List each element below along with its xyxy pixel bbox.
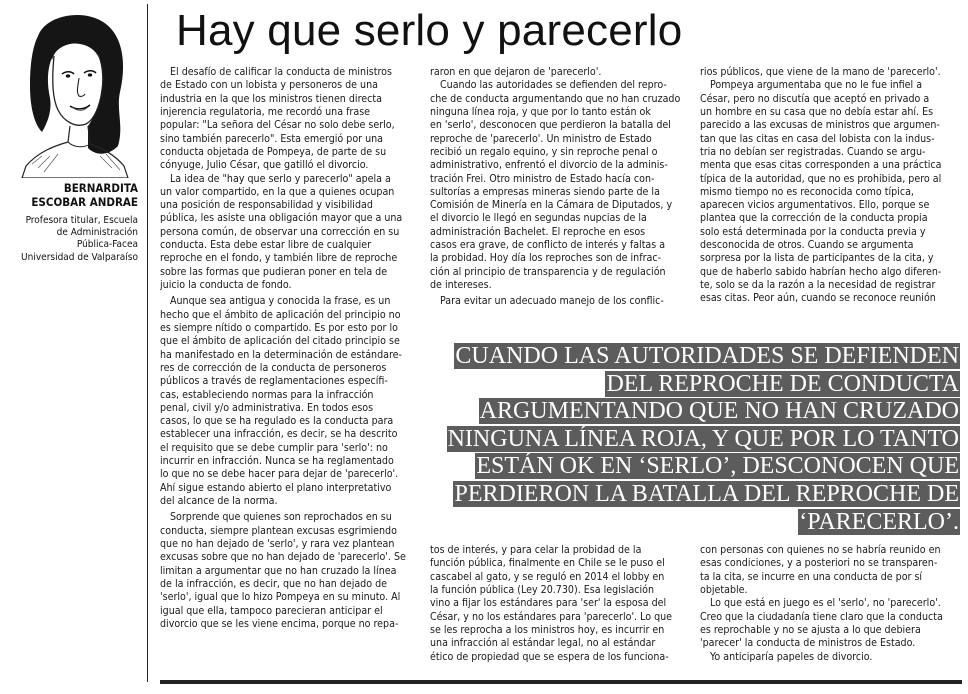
- text-line: sobre las formas que pudieran poner en tela de: [160, 265, 388, 278]
- author-name-line: BERNARDITA: [63, 181, 138, 195]
- text-line: tan que las citas en casa del lobista con la indus-: [700, 132, 935, 145]
- text-line: La idea de "hay que serlo y parecerlo" apela a: [170, 172, 391, 185]
- paragraph: [700, 597, 962, 650]
- text-line: excusas sobre que no han dejado de 'parecerlo'. Se: [160, 551, 406, 564]
- text-line: igual que ella, tampoco parecieran anticipar el: [160, 604, 383, 617]
- text-line: conducta objetada de Pompeya, de parte de su: [160, 145, 387, 158]
- text-line: Creo que la ciudadanía tiene claro que la conducta: [700, 610, 943, 623]
- author-portrait: [8, 6, 140, 178]
- text-line: tos de interés, y para celar la probidad de la: [430, 544, 642, 556]
- paragraph: [700, 544, 962, 597]
- text-line: solo está determinada por la conducta previa y: [700, 225, 926, 238]
- text-line: Ahí sigue estando abierto el plano interpretativo: [160, 481, 392, 494]
- pull-quote-text: NINGUNA LÍNEA ROJA, Y QUE POR LO TANTO: [447, 425, 959, 452]
- pull-quote-text: ARGUMENTANDO QUE NO HAN CRUZADO: [479, 398, 959, 425]
- pull-quote-text: ‘PARECERLO’.: [799, 508, 959, 535]
- text-line: cónyuge, Julio César, que gatilló el divorcio.: [160, 159, 369, 172]
- pull-quote-line: [430, 481, 960, 509]
- text-line: que de haberlo sabido habrían hecho algo diferen-: [700, 265, 942, 278]
- text-line: pública, les asiste una obligación mayor que a una: [160, 212, 403, 225]
- paragraph: [160, 173, 422, 293]
- text-line: popular: "La señora del César no solo debe serlo,: [160, 119, 395, 132]
- text-line: che de conducta argumentando que no han cruzado: [430, 92, 681, 105]
- body-column-3-top: [700, 66, 962, 306]
- text-line: la probidad. Hoy día los reproches son de infrac-: [430, 252, 662, 265]
- text-line: Aunque sea antigua y conocida la frase, es un: [170, 295, 391, 308]
- paragraph: [160, 66, 422, 173]
- author-role-line: Profesora titular, Escuela: [25, 215, 138, 226]
- pull-quote-text: ESTÁN OK EN ‘SERLO’, DESCONOCEN QUE: [476, 453, 959, 480]
- pull-quote-line: [430, 426, 960, 454]
- body-column-3-bottom: [700, 544, 962, 664]
- text-line: menta que esas citas corresponden a una práctica: [700, 159, 942, 172]
- text-line: desconocida de otros. Cuando se argumenta: [700, 239, 914, 252]
- pull-quote-text: CUANDO LAS AUTORIDADES SE DEFIENDEN: [455, 343, 959, 369]
- text-line: El desafío de calificar la conducta de ministros: [170, 66, 392, 78]
- paragraph: [430, 544, 692, 664]
- text-line: de la infracción, es decir, que no han dejado de: [160, 577, 388, 590]
- text-line: se les reprocha a los ministros hoy, es incurrir en: [430, 623, 665, 636]
- text-line: Cuando las autoridades se defienden del repro-: [440, 79, 667, 92]
- text-line: ninguna línea roja, y que por lo tanto están ok: [430, 105, 651, 118]
- text-line: casos era grave, de conflicto de interés y faltas a: [430, 239, 666, 252]
- bottom-rule: [160, 680, 962, 684]
- text-line: conducta. Esta debe estar libre de cualquier: [160, 239, 372, 252]
- pull-quote-text: DEL REPROCHE DE CONDUCTA: [606, 370, 959, 397]
- text-line: persona común, de observar una corrección en su: [160, 225, 400, 238]
- text-line: res de corrección de la conducta de personeros: [160, 361, 387, 374]
- pull-quote-line: [430, 509, 960, 537]
- pull-quote-line: [430, 453, 960, 481]
- text-line: te, solo se da la razón a la necesidad de registrar: [700, 279, 936, 291]
- text-line: casos, lo que se ha regulado es la conducta para: [160, 415, 394, 428]
- paragraph: [160, 511, 422, 631]
- text-line: cas, estableciendo normas para la infracción: [160, 388, 374, 401]
- text-line: de Estado con un lobista y personeros de una: [160, 79, 378, 92]
- text-line: que no han dejado de 'serlo', y rara vez plantean: [160, 537, 395, 550]
- text-line: limitan a argumentar que no han cruzado la línea: [160, 564, 397, 577]
- text-line: incurrir en infracción. Nunca se ha reglamentado: [160, 455, 394, 468]
- text-line: tración Frei. Otro ministro de Estado hacía con-: [430, 172, 655, 185]
- text-line: que el ámbito de aplicación del citado principio se: [160, 335, 400, 348]
- text-line: administración Bachelet. El reproche en esos: [430, 225, 646, 238]
- text-line: establecer una infracción, es decir, se ha descrito: [160, 428, 398, 441]
- text-line: ético de propiedad que se espera de los funciona-: [430, 650, 669, 663]
- text-line: esas condiciones, y a posteriori no se transparen-: [700, 557, 938, 570]
- author-role-line: Pública-Facea: [76, 239, 138, 251]
- text-line: aparecen vicios argumentativos. Ello, porque se: [700, 199, 930, 212]
- text-line: César, pero no discutía que aceptó en privado a: [700, 92, 930, 105]
- text-line: públicos a través de reglamentaciones específi-: [160, 375, 388, 388]
- text-line: rios públicos, que viene de la mano de 'parecerlo'.: [700, 66, 941, 78]
- text-line: un valor compartido, en la que a quienes ocupan: [160, 185, 395, 198]
- body-column-1: [160, 66, 422, 631]
- text-line: tria no debían ser registradas. Cuando se argu-: [700, 145, 926, 158]
- body-column-2-bottom: [430, 544, 692, 664]
- text-line: 'parecer' la conducta de ministros de Estado.: [700, 637, 916, 650]
- body-column-2-top: [430, 66, 692, 309]
- text-line: ha manifestado en la determinación de estándare-: [160, 348, 402, 361]
- text-line: función pública, finalmente en Chile se le puso el: [430, 557, 665, 570]
- text-line: con personas con quienes no se habría reunido en: [700, 544, 941, 556]
- author-name: [6, 181, 138, 209]
- text-line: 'serlo', igual que lo hizo Pompeya en su minuto. Al: [160, 591, 401, 604]
- text-line: hecho que el ámbito de aplicación del principio no: [160, 308, 401, 321]
- text-line: juicio la conducta de fondo.: [160, 279, 292, 291]
- text-line: sultorías a empresas mineras siendo parte de la: [430, 185, 660, 198]
- text-line: la función pública (Ley 20.730). Esa legislación: [430, 583, 655, 596]
- paragraph: [430, 66, 692, 79]
- paragraph: [430, 79, 692, 292]
- text-line: del alcance de la norma.: [160, 495, 278, 507]
- column-divider: [147, 4, 148, 682]
- text-line: Lo que está en juego es el 'serlo', no 'parecerlo'.: [710, 597, 941, 610]
- text-line: Pompeya argumentaba que no le fue infiel a: [710, 79, 923, 92]
- text-line: industria en la que los ministros tienen directa: [160, 92, 382, 105]
- text-line: recibió un regalo equino, y sin reproche penal o: [430, 145, 658, 158]
- paragraph: [700, 651, 962, 664]
- text-line: ta la cita, se incurre en una conducta de por sí: [700, 570, 923, 583]
- author-role: [4, 215, 138, 264]
- text-line: plantea que la corrección de la conducta propia: [700, 212, 928, 225]
- text-line: penal, civil y/o administrativa. En todos esos: [160, 401, 374, 414]
- pull-quote-line: [430, 398, 960, 426]
- text-line: divorcio que se les viene encima, porque no repa-: [160, 617, 399, 630]
- pull-quote: [430, 343, 960, 536]
- text-line: mismo tiempo no es reconocida como típica,: [700, 185, 914, 198]
- text-line: típica de la autoridad, que no es prohibida, pero al: [700, 172, 942, 185]
- headline: Hay que serlo y parecerlo: [176, 6, 683, 55]
- text-line: sino también parecerlo". Esta emergió por una: [160, 132, 384, 145]
- text-line: de intereses.: [430, 279, 492, 291]
- text-line: Sorprende que quienes son reprochados en su: [170, 511, 392, 524]
- text-line: el requisito que se debe cumplir para 'serlo': no: [160, 441, 388, 454]
- text-line: lo que no se debe hacer para dejar de 'parecerlo'.: [160, 468, 399, 481]
- text-line: conducta, siempre plantean excusas esgrimiendo: [160, 524, 397, 537]
- text-line: una posición de responsabilidad y visibilidad: [160, 199, 373, 212]
- text-line: ción al principio de transparencia y de regulación: [430, 265, 666, 278]
- text-line: en 'serlo', desconocen que perdieron la batalla del: [430, 119, 671, 132]
- text-line: Comisión de Minería en la Cámara de Diputados, y: [430, 199, 673, 212]
- paragraph: [160, 295, 422, 508]
- text-line: injerencia regulatoria, me recordó una frase: [160, 105, 371, 118]
- text-line: es siempre nítido o compartido. Es por esto por lo: [160, 321, 398, 334]
- paragraph: [700, 66, 962, 79]
- text-line: una infracción al estándar legal, no al estándar: [430, 637, 656, 650]
- pull-quote-line: [430, 343, 960, 371]
- author-role-line: de Administración: [56, 227, 138, 239]
- text-line: vino a fijar los estándares para 'ser' la esposa del: [430, 597, 667, 610]
- author-role-line: Universidad de Valparaíso: [21, 251, 138, 263]
- text-line: objetable.: [700, 583, 748, 596]
- author-name-line: ESCOBAR ANDRAE: [31, 195, 138, 209]
- text-line: cascabel al gato, y se reguló en 2014 el lobby en: [430, 570, 665, 583]
- text-line: sorpresa por la lista de participantes de la cita, y: [700, 252, 934, 265]
- paragraph: [700, 79, 962, 305]
- text-line: administrativo, enfrentó el divorcio de la adminis-: [430, 159, 668, 172]
- text-line: Yo anticiparía papeles de divorcio.: [710, 650, 873, 663]
- text-line: raron en que dejaron de 'parecerlo'.: [430, 66, 602, 78]
- text-line: reproche en el fondo, y también libre de reproche: [160, 252, 398, 265]
- text-line: reproche de 'parecerlo'. Un ministro de Estado: [430, 132, 652, 145]
- text-line: esas citas. Peor aún, cuando se reconoce reunión: [700, 292, 936, 305]
- text-line: un hombre en su casa que no debía estar ahí. Es: [700, 105, 934, 118]
- text-line: el divorcio le llegó en segundas nupcias de la: [430, 212, 647, 225]
- text-line: es reprochable y no se ajusta a lo que debiera: [700, 623, 921, 636]
- text-line: Para evitar un adecuado manejo de los conflic-: [440, 295, 664, 308]
- pull-quote-line: [430, 371, 960, 399]
- text-line: parecido a las excusas de ministros que argumen-: [700, 119, 940, 132]
- pull-quote-text: PERDIERON LA BATALLA DEL REPROCHE DE: [454, 480, 959, 507]
- paragraph: [430, 295, 692, 308]
- text-line: César, y no los estándares para 'parecerlo'. Lo que: [430, 610, 673, 623]
